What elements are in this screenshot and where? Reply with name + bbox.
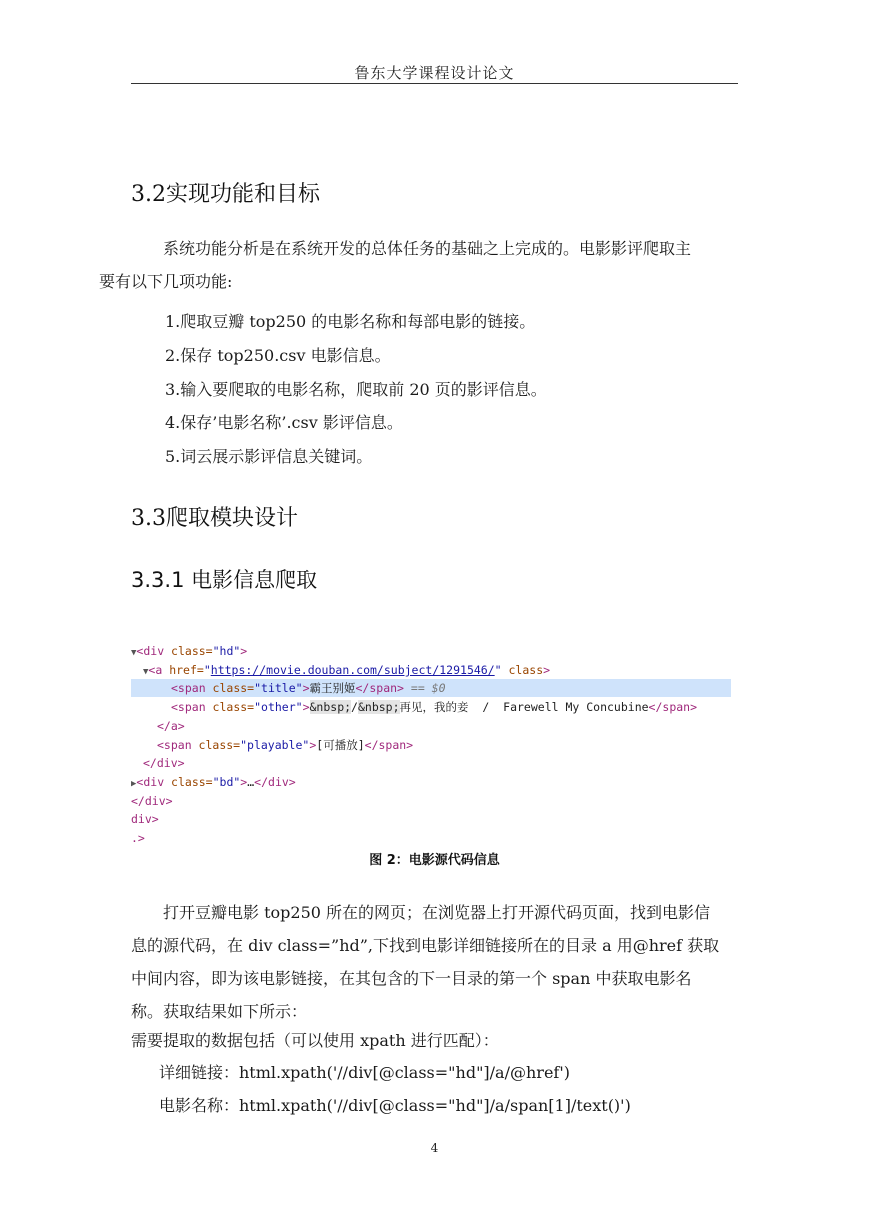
paragraph-function-analysis	[99, 232, 739, 298]
paragraph-line: 称。获取结果如下所示：	[131, 1002, 308, 1021]
paragraph-line: 系统功能分析是在系统开发的总体任务的基础之上完成的。电影影评爬取主	[163, 239, 692, 258]
figure-caption: 图 2：电影源代码信息	[369, 853, 500, 868]
xpath-link-line: 详细链接：html.xpath('//div[@class="hd"]/a/@href')	[159, 1063, 570, 1082]
section-heading-3-3-1: 3.3.1 电影信息爬取	[131, 568, 318, 592]
paragraph-line: 打开豆瓣电影 top250 所在的网页；在浏览器上打开源代码页面，找到电影信	[163, 903, 711, 922]
paragraph-data-to-extract: 需要提取的数据包括（可以使用 xpath 进行匹配）：	[131, 1031, 499, 1050]
list-item: 3.输入要爬取的电影名称，爬取前 20 页的影评信息。	[165, 380, 547, 399]
source-code-figure	[131, 640, 731, 850]
paragraph-line: 中间内容，即为该电影链接，在其包含的下一目录的第一个 span 中获取电影名	[131, 969, 692, 988]
header-rule	[131, 83, 738, 84]
page-number: 4	[430, 1141, 439, 1155]
collapse-arrow-icon: ▼	[143, 667, 149, 677]
code-line-selected: <span class="title">霸王别姬</span> == $0	[131, 679, 731, 697]
code-line: .>	[131, 831, 145, 845]
list-item: 2.保存 top250.csv 电影信息。	[165, 346, 391, 365]
xpath-title-line: 电影名称：html.xpath('//div[@class="hd"]/a/span[1]/text()')	[159, 1096, 631, 1115]
paragraph-line: 要有以下几项功能:	[99, 272, 233, 291]
code-line: ▼<a href="https://movie.douban.com/subject/1291546/" class>	[143, 663, 551, 677]
section-heading-3-3: 3.3爬取模块设计	[131, 506, 298, 531]
section-heading-3-2: 3.2实现功能和目标	[131, 182, 320, 207]
paragraph-line: 息的源代码，在 div class=”hd”,下找到电影详细链接所在的目录 a 用@href 获取	[131, 936, 720, 955]
running-header: 鲁东大学课程设计论文	[354, 64, 515, 82]
code-line: </a>	[157, 719, 185, 733]
list-item: 5.词云展示影评信息关键词。	[165, 447, 373, 466]
code-line: <span class="other">&nbsp;/&nbsp;再见，我的妾 / Farewell My Concubine</span>	[171, 700, 698, 714]
code-line: </div>	[131, 794, 173, 808]
code-line: ▶<div class="bd">…</div>	[131, 775, 296, 789]
code-line: div>	[131, 812, 159, 826]
code-line: </div>	[143, 756, 185, 770]
code-line: ▼<div class="hd">	[131, 644, 248, 658]
list-item: 4.保存’电影名称’.csv 影评信息。	[165, 413, 403, 432]
collapse-arrow-icon: ▼	[131, 648, 137, 658]
list-item: 1.爬取豆瓣 top250 的电影名称和每部电影的链接。	[165, 312, 536, 331]
code-line: <span class="playable">[可播放]</span>	[157, 738, 414, 752]
expand-arrow-icon: ▶	[131, 779, 137, 789]
paragraph-crawl-description	[131, 896, 739, 1028]
